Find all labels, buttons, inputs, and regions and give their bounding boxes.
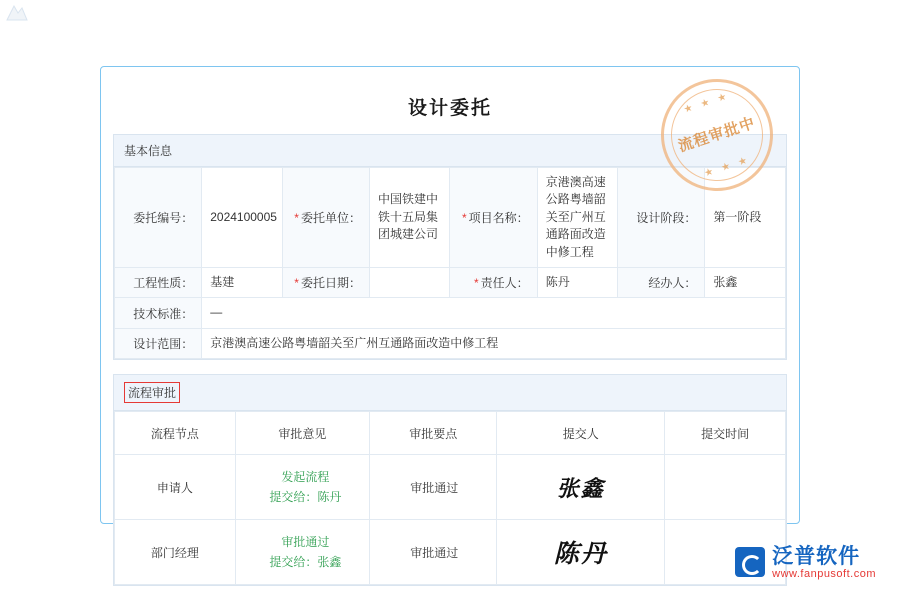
corner-decoration-icon (6, 4, 28, 22)
flow-submit-time (665, 455, 786, 520)
label-text: 设计阶段： (636, 210, 697, 225)
brand-texts (772, 545, 876, 580)
label-text: 项目名称： (468, 210, 529, 225)
stamp-label: 流程审批中 (676, 114, 758, 156)
label-text: 委托日期： (300, 276, 361, 291)
field-label-project-nature (115, 267, 202, 297)
brand-logo (735, 545, 876, 580)
required-mark: * (474, 276, 479, 291)
label-text: 工程性质： (133, 276, 194, 291)
field-label-handler (618, 267, 705, 297)
flow-opinion (235, 455, 369, 520)
field-value-responsible-person[interactable]: 陈丹 (537, 267, 618, 297)
flow-review-section (113, 374, 787, 586)
column-header-node: 流程节点 (115, 412, 236, 455)
field-label-entrust-unit (282, 168, 369, 268)
flow-signature (497, 520, 665, 585)
signature-text: 陈丹 (553, 539, 608, 569)
field-label-responsible-person (450, 267, 537, 297)
required-mark: * (462, 210, 467, 225)
field-label-design-scope (115, 328, 202, 358)
label-text: 经办人： (648, 276, 697, 291)
table-row (115, 520, 786, 585)
flow-opinion-line2: 提交给：张鑫 (269, 555, 342, 570)
brand-name: 泛普软件 (772, 544, 861, 568)
flow-node-name: 部门经理 (115, 520, 236, 585)
required-mark: * (294, 276, 299, 291)
stamp-stars-bottom: ★ ★ ★ (703, 154, 752, 180)
column-header-submitter: 提交人 (497, 412, 665, 455)
flow-point: 审批通过 (369, 455, 496, 520)
label-text: 责任人： (480, 276, 529, 291)
table-row (115, 298, 786, 328)
field-value-handler[interactable]: 张鑫 (705, 267, 786, 297)
flow-review-table (114, 411, 786, 585)
page-title: 设计委托 (407, 98, 492, 119)
required-mark: * (294, 210, 299, 225)
flow-signature (497, 455, 665, 520)
basic-info-header-label: 基本信息 (124, 144, 173, 158)
label-text: 技术标准： (133, 306, 194, 321)
field-value-entrust-no[interactable]: 2024100005 (202, 168, 283, 268)
brand-mark-icon (735, 547, 765, 577)
flow-opinion-line1: 发起流程 (281, 469, 330, 484)
field-value-project-name[interactable]: 京港澳高速公路粤墙韶关至广州互通路面改造中修工程 (537, 168, 618, 268)
label-text: 委托编号： (133, 210, 194, 225)
field-label-project-name (450, 168, 537, 268)
field-label-entrust-date (282, 267, 369, 297)
field-label-tech-standard (115, 298, 202, 328)
flow-opinion-line2: 提交给：陈丹 (269, 490, 342, 505)
field-value-entrust-unit[interactable]: 中国铁建中铁十五局集团城建公司 (369, 168, 450, 268)
basic-info-table (114, 167, 786, 359)
stamp-stars-top: ★ ★ ★ (682, 90, 731, 116)
flow-node-name: 申请人 (115, 455, 236, 520)
signature-text: 张鑫 (556, 475, 605, 502)
label-text: 设计范围： (133, 336, 194, 351)
field-value-tech-standard[interactable]: — (202, 298, 786, 328)
column-header-point: 审批要点 (369, 412, 496, 455)
flow-opinion (235, 520, 369, 585)
label-text: 委托单位： (300, 210, 361, 225)
field-value-project-nature[interactable]: 基建 (202, 267, 283, 297)
table-row (115, 455, 786, 520)
field-value-design-scope[interactable]: 京港澳高速公路粤墙韶关至广州互通路面改造中修工程 (202, 328, 786, 358)
table-row (115, 328, 786, 358)
column-header-submit-time: 提交时间 (665, 412, 786, 455)
column-header-opinion: 审批意见 (235, 412, 369, 455)
field-label-entrust-no (115, 168, 202, 268)
table-header-row (115, 412, 786, 455)
field-value-design-stage[interactable]: 第一阶段 (705, 168, 786, 268)
field-value-entrust-date[interactable] (369, 267, 450, 297)
flow-opinion-line1: 审批通过 (281, 534, 330, 549)
flow-review-header (114, 375, 786, 411)
table-row (115, 267, 786, 297)
flow-review-header-label: 流程审批 (124, 382, 180, 403)
flow-point: 审批通过 (369, 520, 496, 585)
brand-url: www.fanpusoft.com (772, 567, 876, 580)
document-page (100, 66, 800, 570)
